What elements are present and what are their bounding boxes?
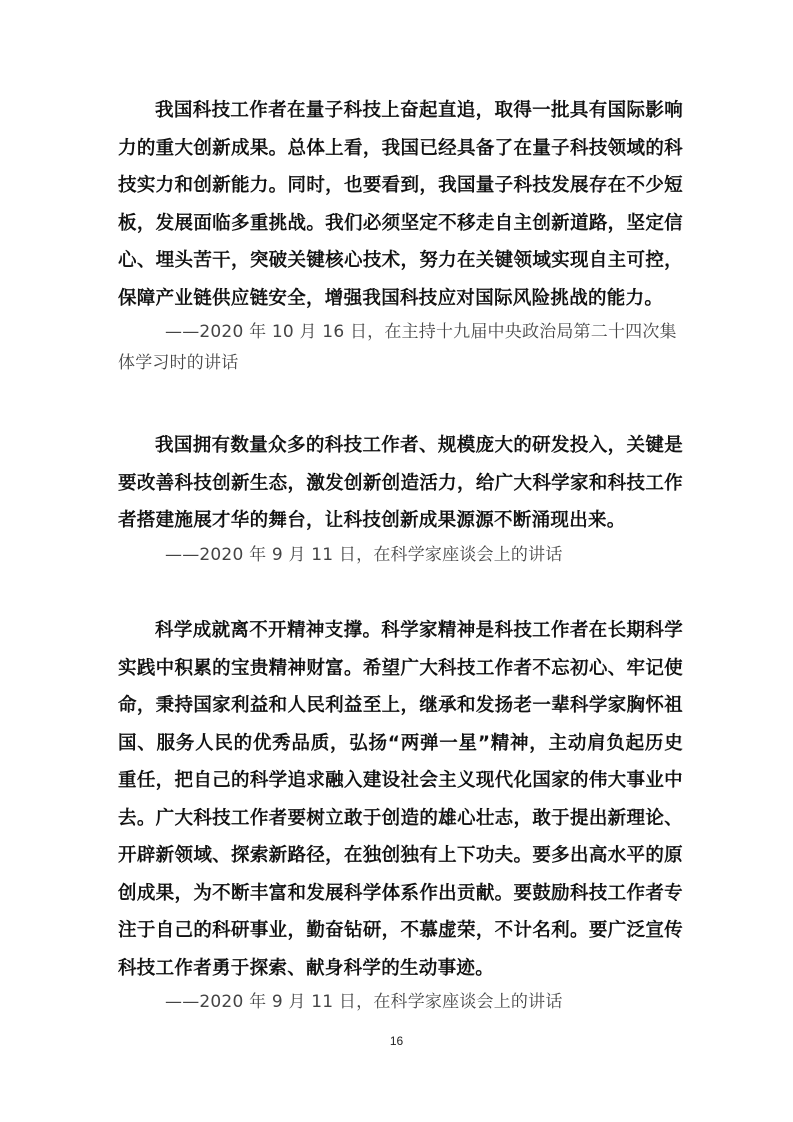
quote-section-1 (118, 92, 683, 379)
page-number: 16 (389, 1034, 404, 1048)
quote-section-3 (118, 612, 683, 1018)
quote-source: ——2020 年 9 月 11 日，在科学家座谈会上的讲话 (165, 992, 563, 1012)
quote-text: 科学成就离不开精神支撑。科学家精神是科技工作者在长期科学实践中积累的宝贵精神财富。希望广大科技工作者不忘初心、牢记使命，秉持国家利益和人民利益至上，继承和发扬老一辈科学家胸怀祖国、服务人民的优秀品质，弘扬“两弹一星”精神，主动肩负起历史重任，把自己的科学追求融入建设社会主义现代化国家的伟大事业中去。广大科技工作者要树立敢于创造的雄心壮志，敢于提出新理论、开辟新领域、探索新路径，在独创独有上下功夫。要多出高水平的原创成果，为不断丰富和发展科学体系作出贡献。要鼓励科技工作者专注于自己的科研事业，勤奋钻研，不慕虚荣，不计名利。要广泛宣传科技工作者勇于探索、献身科学的生动事迹。 (118, 620, 683, 979)
quote-text: 我国科技工作者在量子科技上奋起直追，取得一批具有国际影响力的重大创新成果。总体上看，我国已经具备了在量子科技领域的科技实力和创新能力。同时，也要看到，我国量子科技发展存在不少短板，发展面临多重挑战。我们必须坚定不移走自主创新道路，坚定信心、埋头苦干，突破关键核心技术，努力在关键领域实现自主可控，保障产业链供应链安全，增强我国科技应对国际风险挑战的能力。 (118, 100, 683, 309)
quote-section-2 (118, 427, 683, 571)
quote-source: ——2020 年 9 月 11 日，在科学家座谈会上的讲话 (165, 544, 563, 565)
quote-text: 我国拥有数量众多的科技工作者、规模庞大的研发投入，关键是要改善科技创新生态，激发创新创造活力，给广大科学家和科技工作者搭建施展才华的舞台，让科技创新成果源源不断涌现出来。 (118, 435, 683, 531)
quote-source: ——2020 年 10 月 16 日，在主持十九届中央政治局第二十四次集体学习时的讲话 (118, 322, 677, 373)
